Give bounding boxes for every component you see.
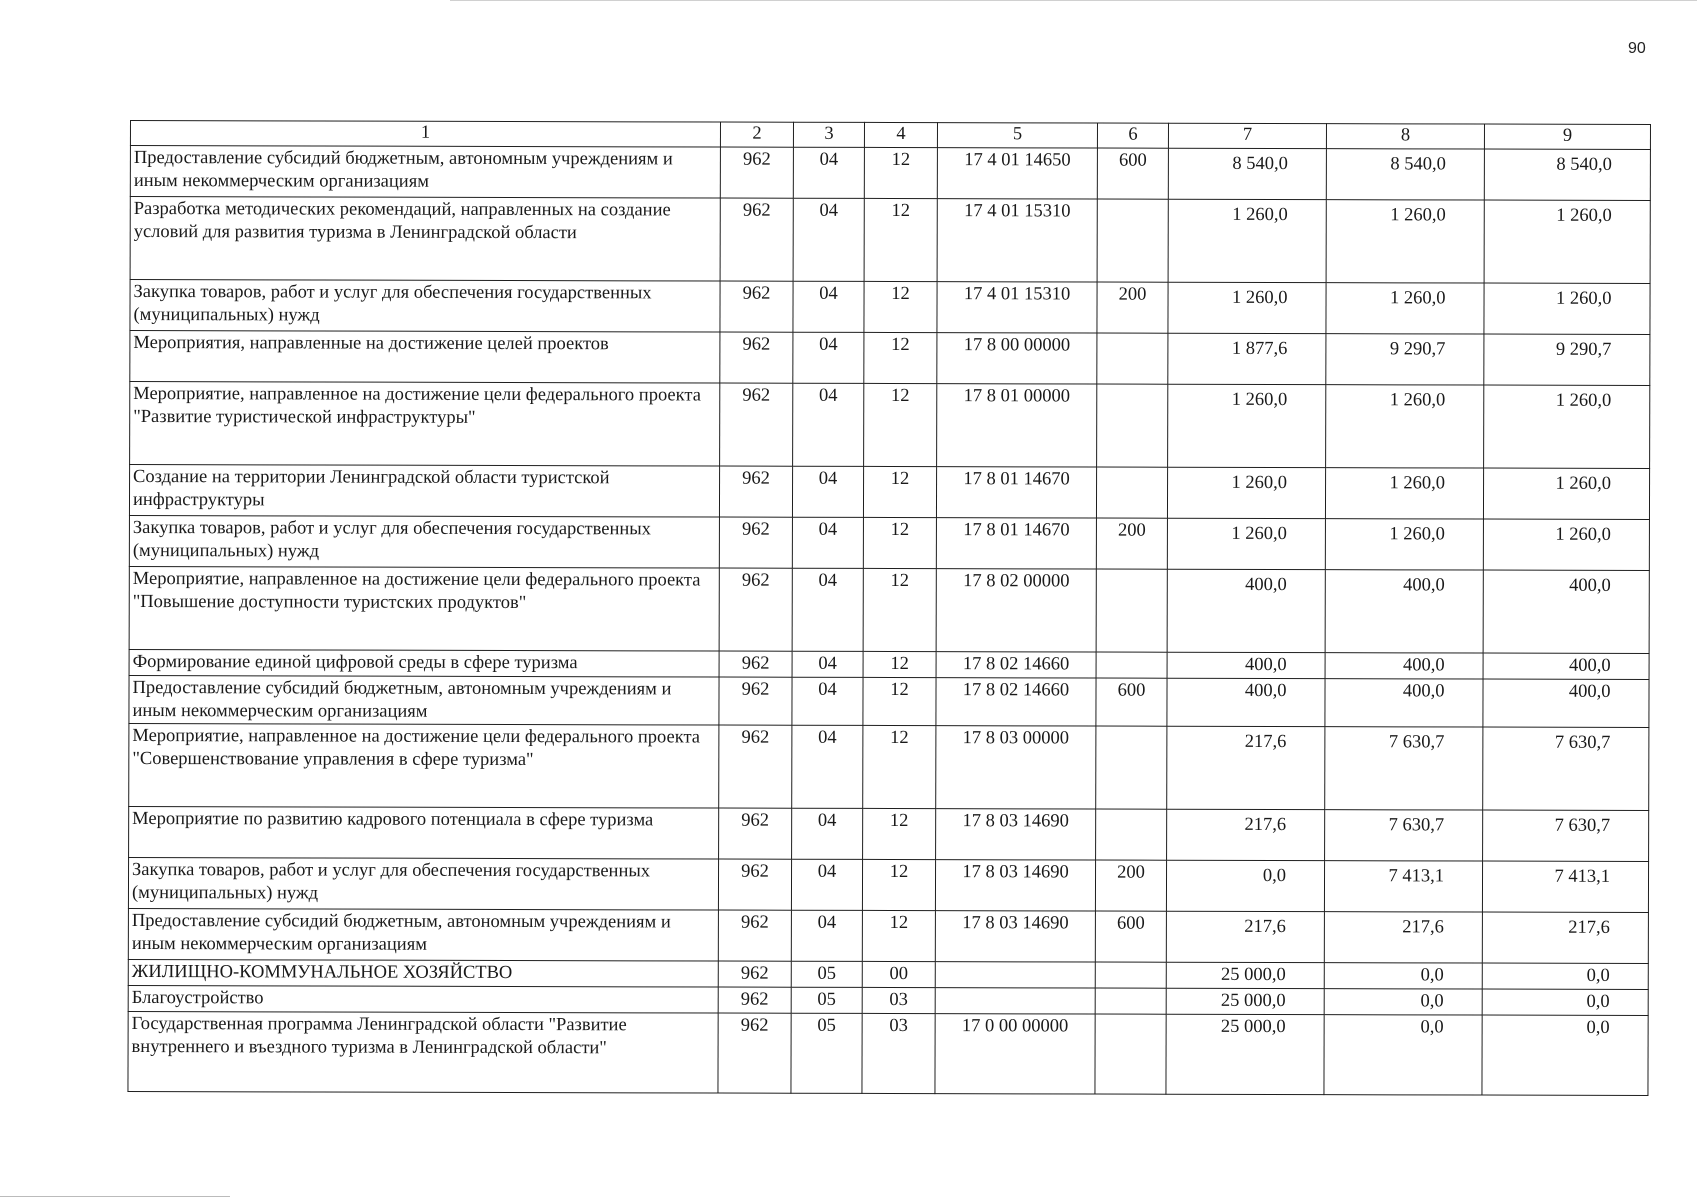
row-col-6 (1095, 988, 1166, 1014)
row-name: Закупка товаров, работ и услуг для обеспечения государственных (муниципальных) нужд (130, 280, 720, 333)
row-col-3: 04 (792, 808, 863, 859)
table-row (129, 806, 1649, 861)
row-col-8: 1 260,0 (1325, 519, 1483, 570)
row-col-6 (1097, 384, 1168, 467)
row-col-9: 1 260,0 (1484, 200, 1650, 283)
row-col-2: 962 (718, 910, 791, 961)
row-col-7: 25 000,0 (1166, 988, 1324, 1014)
table-row (130, 197, 1650, 284)
row-col-9: 400,0 (1483, 570, 1649, 653)
row-col-5: 17 8 01 14670 (936, 518, 1096, 569)
row-col-9: 1 260,0 (1483, 519, 1649, 570)
row-col-7: 400,0 (1167, 569, 1325, 652)
row-col-4: 12 (863, 568, 936, 651)
row-col-7: 217,6 (1167, 726, 1325, 809)
row-col-2: 962 (718, 1013, 791, 1093)
row-col-5: 17 8 01 14670 (936, 467, 1096, 518)
row-col-2: 962 (719, 517, 792, 568)
row-col-8: 1 260,0 (1326, 283, 1484, 334)
row-col-5: 17 8 02 00000 (936, 569, 1096, 652)
row-col-7: 25 000,0 (1166, 962, 1324, 988)
row-col-3: 05 (791, 1013, 862, 1093)
row-col-6: 200 (1096, 518, 1167, 569)
row-col-5: 17 4 01 14650 (937, 148, 1097, 199)
row-name: Формирование единой цифровой среды в сфере туризма (129, 649, 719, 677)
table-row (129, 723, 1649, 810)
row-name: Закупка товаров, работ и услуг для обеспечения государственных (муниципальных) нужд (128, 857, 718, 910)
row-col-9: 400,0 (1483, 679, 1649, 727)
row-col-8: 7 413,1 (1324, 861, 1482, 912)
row-col-5: 17 8 02 14660 (936, 652, 1096, 678)
row-col-7: 1 260,0 (1168, 282, 1326, 333)
row-col-2: 962 (718, 987, 791, 1013)
table-row (128, 985, 1648, 1015)
row-col-9: 217,6 (1482, 912, 1648, 963)
table-row (130, 146, 1650, 201)
row-name: Мероприятие, направленное на достижение цели федерального проекта "Повышение доступности туристских продуктов" (129, 566, 719, 651)
row-col-3: 05 (791, 961, 862, 987)
row-col-2: 962 (719, 677, 792, 725)
row-col-4: 12 (862, 859, 935, 910)
row-name: Мероприятие, направленное на достижение цели федерального проекта "Совершенствование управления в сфере туризма" (129, 723, 719, 808)
row-col-3: 04 (793, 383, 864, 466)
row-col-8: 8 540,0 (1326, 149, 1484, 200)
row-col-2: 962 (719, 725, 792, 808)
row-name: Мероприятие по развитию кадрового потенциала в сфере туризма (129, 806, 719, 859)
header-col-8: 8 (1326, 124, 1484, 149)
row-col-5: 17 8 00 00000 (937, 333, 1097, 384)
row-col-8: 400,0 (1325, 679, 1483, 727)
row-col-9: 1 260,0 (1484, 283, 1650, 334)
row-col-4: 12 (864, 383, 937, 466)
row-col-3: 04 (792, 466, 863, 517)
table-row (129, 649, 1649, 679)
row-col-3: 04 (792, 725, 863, 808)
row-col-3: 04 (793, 332, 864, 383)
row-col-5: 17 8 03 14690 (935, 911, 1095, 962)
row-col-4: 12 (864, 147, 937, 198)
row-col-6 (1096, 467, 1167, 518)
row-col-6 (1097, 333, 1168, 384)
row-col-4: 12 (863, 808, 936, 859)
row-col-8: 217,6 (1324, 912, 1482, 963)
row-col-2: 962 (719, 808, 792, 859)
row-col-7: 1 260,0 (1167, 467, 1325, 518)
row-name: Мероприятие, направленное на достижение цели федерального проекта "Развитие туристической инфраструктуры" (130, 382, 720, 467)
row-col-6 (1096, 809, 1167, 860)
row-name: Государственная программа Ленинградской области "Развитие внутреннего и въездного туризма в Ленинградской области" (128, 1011, 718, 1093)
row-col-7: 1 260,0 (1168, 199, 1326, 282)
table-row (129, 465, 1649, 520)
row-col-6: 200 (1095, 860, 1166, 911)
row-col-3: 05 (791, 987, 862, 1013)
row-col-7: 217,6 (1166, 911, 1324, 962)
row-col-3: 04 (791, 910, 862, 961)
row-col-4: 12 (863, 677, 936, 725)
budget-table-container (127, 120, 1650, 1096)
header-col-6: 6 (1097, 123, 1168, 148)
row-col-4: 12 (863, 651, 936, 677)
row-col-4: 12 (862, 910, 935, 961)
row-col-7: 217,6 (1167, 809, 1325, 860)
row-col-4: 12 (864, 198, 937, 281)
row-col-6: 600 (1097, 148, 1168, 199)
row-col-9: 7 630,7 (1483, 727, 1649, 810)
row-col-2: 962 (720, 147, 793, 198)
row-col-9: 9 290,7 (1484, 334, 1650, 385)
row-col-5: 17 4 01 15310 (937, 282, 1097, 333)
row-col-7: 400,0 (1167, 652, 1325, 678)
row-col-9: 400,0 (1483, 653, 1649, 679)
row-col-3: 04 (791, 859, 862, 910)
row-name: ЖИЛИЩНО-КОММУНАЛЬНОЕ ХОЗЯЙСТВО (128, 959, 718, 987)
row-col-5: 17 8 03 00000 (936, 726, 1096, 809)
row-name: Предоставление субсидий бюджетным, автономным учреждениям и иным некоммерческим организациям (129, 675, 719, 725)
row-col-2: 962 (718, 859, 791, 910)
row-col-4: 12 (863, 466, 936, 517)
row-col-8: 9 290,7 (1326, 334, 1484, 385)
row-col-3: 04 (792, 677, 863, 725)
row-col-3: 04 (792, 651, 863, 677)
row-col-8: 1 260,0 (1326, 200, 1484, 283)
row-col-6: 200 (1097, 282, 1168, 333)
header-col-3: 3 (793, 122, 864, 147)
row-col-8: 1 260,0 (1325, 468, 1483, 519)
row-name: Закупка товаров, работ и услуг для обеспечения государственных (муниципальных) нужд (129, 515, 719, 568)
row-col-7: 1 260,0 (1168, 384, 1326, 467)
row-col-3: 04 (793, 147, 864, 198)
row-col-3: 04 (792, 517, 863, 568)
header-col-9: 9 (1484, 124, 1650, 149)
row-col-8: 0,0 (1324, 989, 1482, 1015)
row-col-7: 1 260,0 (1167, 518, 1325, 569)
table-row (128, 1011, 1648, 1095)
row-col-8: 400,0 (1325, 570, 1483, 653)
row-col-6 (1096, 726, 1167, 809)
header-col-2: 2 (720, 122, 793, 147)
row-col-9: 0,0 (1482, 963, 1648, 989)
table-row (130, 382, 1650, 469)
row-col-2: 962 (720, 281, 793, 332)
row-col-3: 04 (793, 198, 864, 281)
row-col-5: 17 4 01 15310 (937, 199, 1097, 282)
header-col-1: 1 (130, 121, 720, 148)
row-col-9: 0,0 (1482, 989, 1648, 1015)
row-col-6 (1095, 1014, 1166, 1094)
row-col-9: 1 260,0 (1483, 468, 1649, 519)
row-col-8: 7 630,7 (1325, 727, 1483, 810)
table-row (130, 331, 1650, 386)
table-row (128, 959, 1648, 989)
header-col-4: 4 (864, 122, 937, 147)
row-col-4: 12 (863, 725, 936, 808)
row-col-4: 12 (864, 281, 937, 332)
row-col-5: 17 8 02 14660 (936, 678, 1096, 726)
row-col-5: 17 8 01 00000 (937, 384, 1097, 467)
row-col-5 (935, 988, 1095, 1014)
row-col-2: 962 (720, 332, 793, 383)
row-col-4: 12 (864, 332, 937, 383)
row-name: Мероприятия, направленные на достижение целей проектов (130, 331, 720, 384)
row-col-9: 7 630,7 (1483, 810, 1649, 861)
row-col-4: 03 (862, 1013, 935, 1093)
row-col-3: 04 (793, 281, 864, 332)
row-col-9: 1 260,0 (1484, 385, 1650, 468)
row-col-6: 600 (1096, 678, 1167, 726)
row-col-5 (935, 962, 1095, 988)
row-col-2: 962 (719, 568, 792, 651)
row-col-2: 962 (720, 383, 793, 466)
row-col-2: 962 (720, 198, 793, 281)
header-col-7: 7 (1168, 123, 1326, 148)
row-col-6 (1096, 569, 1167, 652)
table-row (128, 857, 1648, 912)
row-name: Создание на территории Ленинградской области туристской инфраструктуры (129, 465, 719, 518)
row-col-5: 17 0 00 00000 (935, 1014, 1095, 1094)
row-col-2: 962 (719, 466, 792, 517)
row-col-6 (1097, 199, 1168, 282)
row-col-9: 0,0 (1482, 1015, 1648, 1095)
row-col-8: 400,0 (1325, 653, 1483, 679)
row-col-7: 8 540,0 (1168, 148, 1326, 199)
row-col-6: 600 (1095, 911, 1166, 962)
row-col-4: 03 (862, 987, 935, 1013)
row-col-9: 8 540,0 (1484, 149, 1650, 200)
row-col-8: 0,0 (1324, 1015, 1482, 1095)
row-col-7: 1 877,6 (1168, 333, 1326, 384)
row-col-5: 17 8 03 14690 (935, 860, 1095, 911)
header-col-5: 5 (937, 123, 1097, 148)
row-col-8: 1 260,0 (1326, 385, 1484, 468)
page-number: 90 (1628, 40, 1646, 57)
row-name: Предоставление субсидий бюджетным, автономным учреждениям и иным некоммерческим организациям (130, 146, 720, 199)
row-col-2: 962 (719, 651, 792, 677)
table-row (129, 675, 1649, 727)
row-col-4: 00 (862, 961, 935, 987)
scan-top-edge (450, 0, 1697, 1)
row-col-7: 0,0 (1166, 860, 1324, 911)
row-col-5: 17 8 03 14690 (936, 809, 1096, 860)
row-col-6 (1096, 652, 1167, 678)
row-col-3: 04 (792, 568, 863, 651)
row-name: Благоустройство (128, 985, 718, 1013)
row-col-2: 962 (718, 961, 791, 987)
row-col-8: 0,0 (1324, 963, 1482, 989)
row-col-4: 12 (863, 517, 936, 568)
table-row (129, 515, 1649, 570)
budget-table (127, 120, 1651, 1096)
table-row (129, 566, 1649, 653)
row-col-6 (1095, 962, 1166, 988)
row-name: Разработка методических рекомендаций, направленных на создание условий для развития туризма в Ленинградской области (130, 197, 720, 282)
row-col-9: 7 413,1 (1482, 861, 1648, 912)
row-col-7: 25 000,0 (1166, 1014, 1324, 1094)
row-col-8: 7 630,7 (1325, 810, 1483, 861)
scan-bottom-edge (0, 1196, 230, 1197)
row-name: Предоставление субсидий бюджетным, автономным учреждениям и иным некоммерческим организациям (128, 908, 718, 961)
table-row (128, 908, 1648, 963)
table-row (130, 280, 1650, 335)
row-col-7: 400,0 (1167, 678, 1325, 726)
